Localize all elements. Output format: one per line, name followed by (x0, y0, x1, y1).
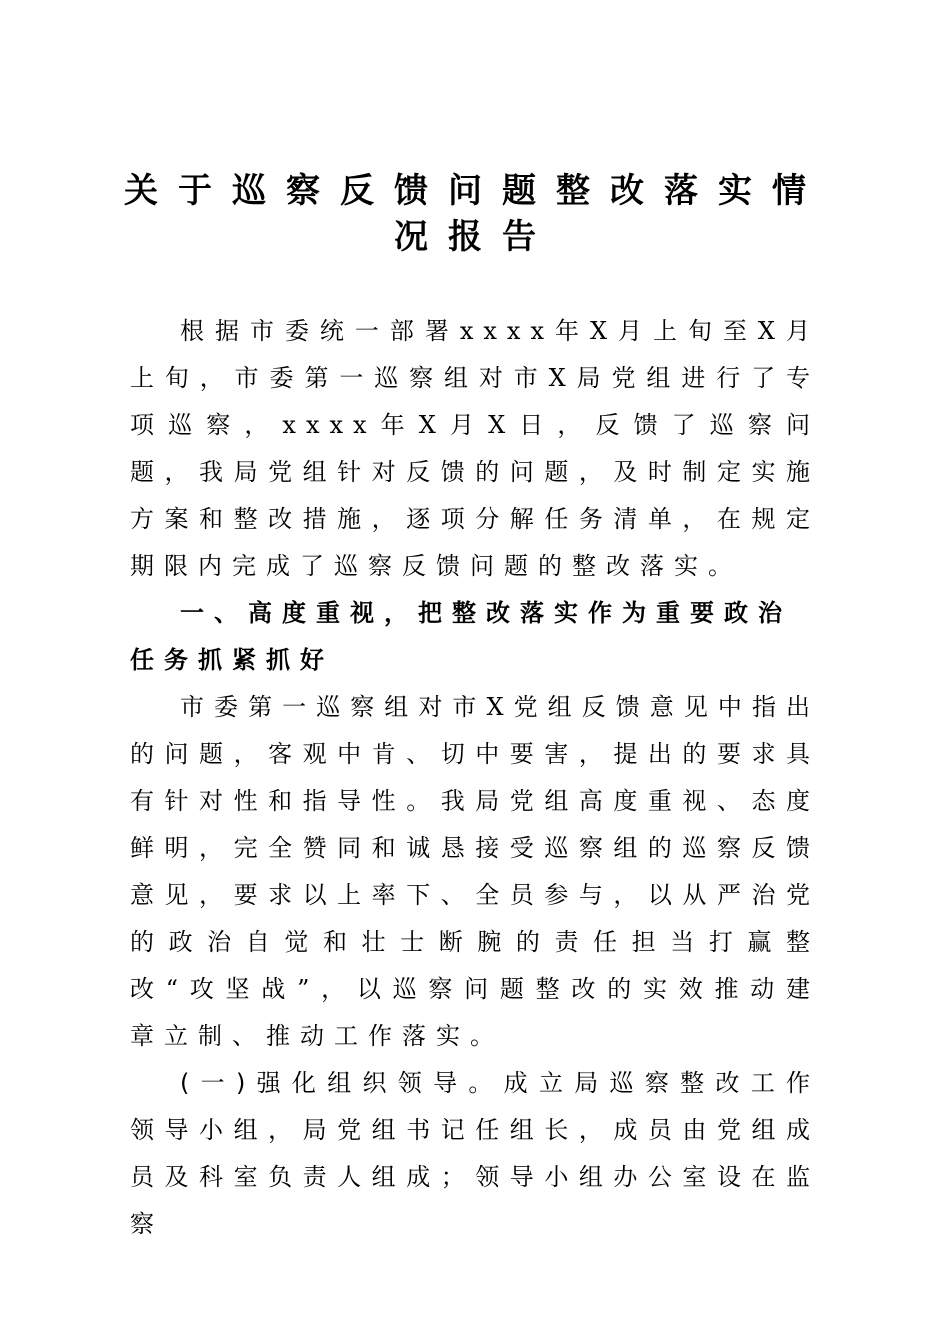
section-1-heading: 一、高度重视，把整改落实作为重要政治任务抓紧抓好 (130, 599, 792, 674)
document-title: 关于巡察反馈问题整改落实情况报告 (124, 171, 826, 257)
document-body (130, 308, 820, 1248)
section-1-paragraph: 市委第一巡察组对市X党组反馈意见中指出的问题，客观中肯、切中要害，提出的要求具有针对性和指导性。我局党组高度重视、态度鲜明，完全赞同和诚恳接受巡察组的巡察反馈意见，要求以上率下、全员参与，以从严治党的政治自觉和壮士断腕的责任担当打赢整改“攻坚战”，以巡察问题整改的实效推动建章立制、推动工作落实。 (130, 693, 820, 1050)
subsection-1-paragraph (130, 1060, 820, 1248)
subsection-1-label: (一)强化组织领导。 (180, 1069, 504, 1097)
subsection-1-text: 成立局巡察整改工作领导小组，局党组书记任组长，成员由党组成员及科室负责人组成；领导小组办公室设在监察 (130, 1069, 820, 1238)
intro-paragraph: 根据市委统一部署xxxx年X月上旬至X月上旬，市委第一巡察组对市X局党组进行了专项巡察，xxxx年X月X日，反馈了巡察问题，我局党组针对反馈的问题，及时制定实施方案和整改措施，逐项分解任务清单，在规定期限内完成了巡察反馈问题的整改落实。 (130, 317, 820, 580)
